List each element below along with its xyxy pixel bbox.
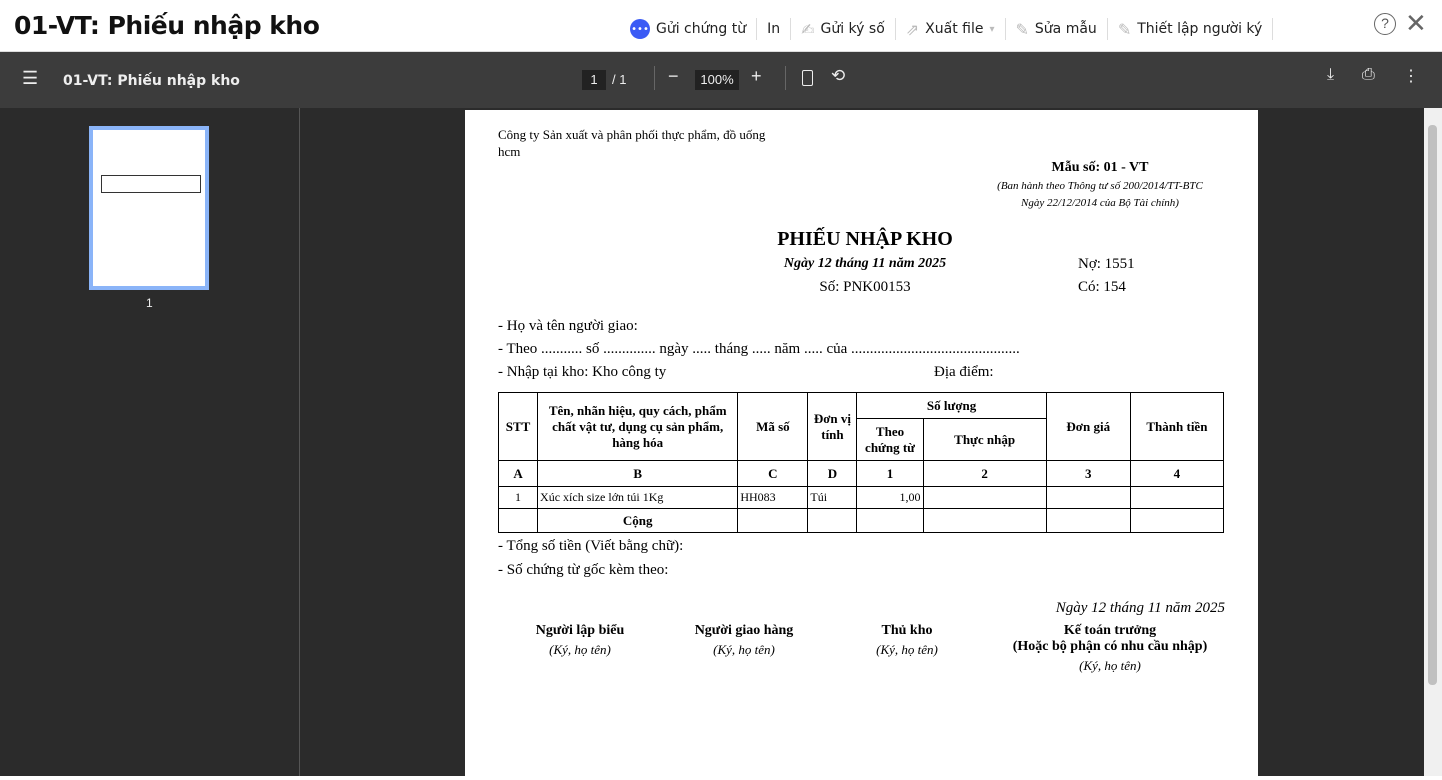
signer	[505, 623, 655, 658]
cell-name: Xúc xích size lớn túi 1Kg	[538, 487, 738, 509]
signer-title-2: (Hoặc bộ phận có nhu cầu nhập)	[1012, 639, 1208, 654]
cell-code: HH083	[738, 487, 808, 509]
col-letter: 3	[1046, 461, 1130, 487]
divider	[785, 66, 786, 90]
page-thumbnail[interactable]	[89, 126, 209, 290]
signer-note: (Ký, họ tên)	[713, 642, 775, 657]
document-page	[465, 110, 1258, 780]
col-letter: C	[738, 461, 808, 487]
signer-note: (Ký, họ tên)	[876, 642, 938, 657]
edit-template-button[interactable]	[1006, 20, 1107, 39]
menu-icon[interactable]: ☰	[22, 68, 39, 88]
header-unit: Đơn vị tính	[808, 393, 857, 461]
col-letter: B	[538, 461, 738, 487]
cell-amount	[1130, 487, 1223, 509]
divider	[1272, 18, 1273, 40]
export-icon: ⇗	[905, 19, 920, 39]
issued-note-2: Ngày 22/12/2014 của Bộ Tài chính)	[1021, 197, 1179, 209]
company-name: Công ty Sản xuất và phân phối thực phẩm, đồ uống	[498, 127, 766, 142]
download-icon[interactable]: ⤓	[1327, 66, 1335, 83]
document-date: Ngày 12 tháng 11 năm 2025	[783, 256, 947, 271]
items-table	[498, 392, 1224, 533]
col-letter: D	[808, 461, 857, 487]
header-qty-real: Thực nhập	[923, 419, 1046, 461]
doc-title: 01-VT: Phiếu nhập kho	[63, 73, 240, 89]
page-input[interactable]: 1	[582, 70, 606, 90]
header-code: Mã số	[738, 393, 808, 461]
pdf-toolbar	[0, 52, 1442, 108]
header-name: Tên, nhãn hiệu, quy cách, phẩm chất vật tư, dụng cụ sản phẩm, hàng hóa	[538, 393, 738, 461]
window-header	[0, 0, 1442, 52]
total-in-words: - Tổng số tiền (Viết bằng chữ):	[498, 538, 684, 554]
page-total: / 1	[612, 72, 627, 87]
col-letter: 1	[857, 461, 923, 487]
warehouse-line: - Nhập tại kho: Kho công ty	[498, 364, 667, 380]
col-letter: 4	[1130, 461, 1223, 487]
digital-sign-button[interactable]	[791, 20, 895, 39]
cell-qty-real	[923, 487, 1046, 509]
scrollbar[interactable]	[1424, 108, 1442, 776]
document-number: Số: PNK00153	[819, 279, 911, 295]
total-row	[499, 509, 1224, 533]
table-row	[499, 487, 1224, 509]
zoom-out-icon[interactable]: −	[668, 66, 679, 86]
cell-qty-doc: 1,00	[857, 487, 923, 509]
label: Xuất file	[925, 21, 984, 37]
close-icon[interactable]: ✕	[1405, 8, 1427, 38]
signer-title: Người lập biểu	[535, 623, 625, 638]
divider	[654, 66, 655, 90]
header-qty: Số lượng	[857, 393, 1046, 419]
zoom-in-icon[interactable]: +	[751, 66, 762, 86]
thumbnail-sidebar	[0, 108, 300, 776]
label: Sửa mẫu	[1034, 21, 1097, 37]
window-title: 01-VT: Phiếu nhập kho	[14, 11, 320, 40]
signer	[832, 623, 982, 658]
signer	[985, 623, 1235, 674]
label: In	[767, 21, 781, 37]
deliverer-line: - Họ và tên người giao:	[498, 318, 638, 334]
signer-note: (Ký, họ tên)	[549, 642, 611, 657]
zoom-input[interactable]: 100%	[695, 70, 739, 90]
header-amount: Thành tiền	[1130, 393, 1223, 461]
cell-price	[1046, 487, 1130, 509]
label: Thiết lập người ký	[1137, 21, 1263, 37]
signer-title: Kế toán trưởng	[1063, 623, 1157, 638]
signature-icon: ✍	[801, 19, 815, 39]
credit-account: Có: 154	[1078, 279, 1126, 295]
print-icon[interactable]: ⎙	[1362, 66, 1375, 83]
label: Gửi ký số	[820, 21, 885, 37]
reference-line: - Theo ........... số .............. ngày ..... tháng ..... năm ..... của .............................................	[498, 341, 1020, 357]
col-letter: A	[499, 461, 538, 487]
location-label: Địa điểm:	[934, 364, 994, 380]
thumbnail-label: 1	[146, 296, 153, 310]
signer	[669, 623, 819, 658]
chevron-down-icon: ▾	[989, 23, 995, 35]
signer-settings-button[interactable]	[1108, 20, 1273, 39]
sign-date: Ngày 12 tháng 11 năm 2025	[1055, 600, 1225, 616]
action-bar	[620, 18, 1273, 40]
signer-title: Thủ kho	[881, 623, 933, 638]
header-stt: STT	[499, 393, 538, 461]
help-icon[interactable]: ?	[1374, 13, 1396, 35]
company-name-line2: hcm	[498, 144, 521, 159]
rotate-icon[interactable]: ⟲	[831, 66, 846, 85]
col-letter: 2	[923, 461, 1046, 487]
header-price: Đơn giá	[1046, 393, 1130, 461]
more-icon[interactable]: ⋮	[1403, 68, 1419, 85]
signer-title: Người giao hàng	[694, 623, 794, 638]
issued-note: (Ban hành theo Thông tư số 200/2014/TT-BTC	[997, 180, 1203, 192]
pencil-icon: ✎	[1015, 19, 1029, 39]
scrollbar-thumb[interactable]	[1428, 125, 1437, 685]
attached-docs: - Số chứng từ gốc kèm theo:	[498, 562, 669, 578]
label: Gửi chứng từ	[656, 21, 747, 37]
cell-stt: 1	[499, 487, 538, 509]
chat-icon: •••	[630, 19, 650, 39]
signer-note: (Ký, họ tên)	[1079, 658, 1141, 673]
form-number: Mẫu số: 01 - VT	[1051, 160, 1149, 175]
cell-unit: Túi	[808, 487, 857, 509]
edit-icon: ✎	[1117, 19, 1132, 39]
export-file-button[interactable]	[896, 20, 1005, 39]
total-label: Cộng	[538, 509, 738, 533]
send-document-button[interactable]	[620, 19, 756, 39]
fit-page-icon[interactable]	[802, 70, 813, 86]
header-qty-doc: Theo chứng từ	[857, 419, 923, 461]
debit-account: Nợ: 1551	[1078, 256, 1135, 272]
document-heading: PHIẾU NHẬP KHO	[777, 228, 953, 250]
print-button[interactable]	[757, 21, 790, 37]
